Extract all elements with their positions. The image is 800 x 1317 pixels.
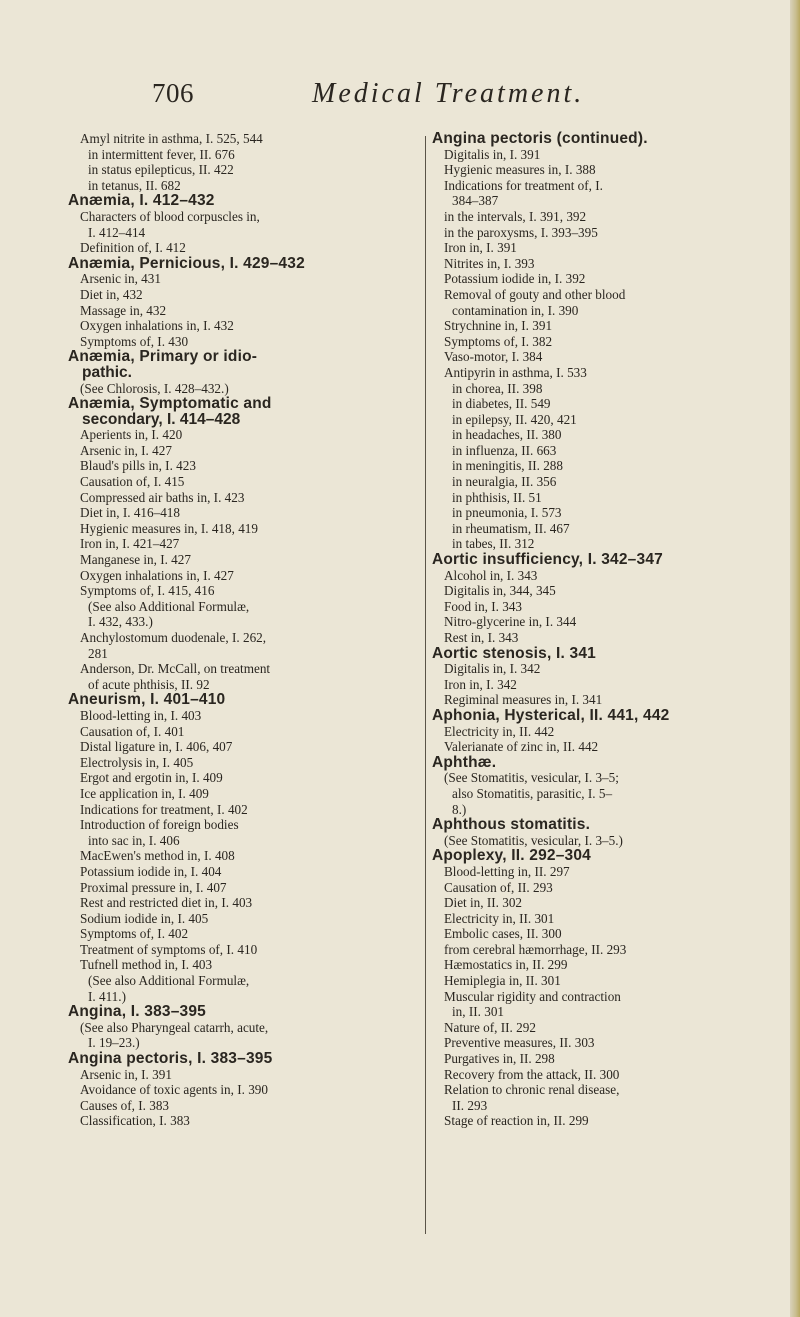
index-entry: (See Stomatitis, vesicular, I. 3–5; xyxy=(444,770,619,786)
index-heading: pathic. xyxy=(82,363,132,381)
index-entry: Rest in, I. 343 xyxy=(444,630,519,645)
index-entry: Diet in, 432 xyxy=(80,286,143,302)
index-entry: in intermittent fever, II. 676 xyxy=(88,146,235,162)
index-column-right xyxy=(432,131,790,1129)
index-entry: in tabes, II. 312 xyxy=(452,536,535,552)
index-entry: in chorea, II. 398 xyxy=(452,380,543,396)
index-entry: Diet in, II. 302 xyxy=(444,895,523,911)
index-heading: Apoplexy, II. 292–304 xyxy=(432,847,591,865)
index-entry: Hygienic measures in, I. 388 xyxy=(444,162,596,178)
index-entry: contamination in, I. 390 xyxy=(452,302,579,318)
index-entry: I. 432, 433.) xyxy=(88,614,153,630)
index-entry: Symptoms of, I. 430 xyxy=(80,333,189,349)
index-entry: in status epilepticus, II. 422 xyxy=(88,162,234,178)
index-entry: also Stomatitis, parasitic, I. 5– xyxy=(452,785,613,801)
index-entry: in phthisis, II. 51 xyxy=(452,489,542,505)
index-entry: Arsenic in, I. 391 xyxy=(80,1066,172,1082)
index-entry: Causation of, I. 415 xyxy=(80,474,185,490)
index-entry: Classification, I. 383 xyxy=(80,1113,190,1129)
index-entry: Aperients in, I. 420 xyxy=(80,427,183,443)
index-entry: Sodium iodide in, I. 405 xyxy=(80,910,209,926)
index-entry: Food in, I. 343 xyxy=(444,598,523,614)
index-entry: Relation to chronic renal disease, xyxy=(444,1082,620,1098)
index-entry: 384–387 xyxy=(452,193,499,209)
index-heading: Anæmia, Symptomatic and xyxy=(68,395,272,413)
index-entry: Iron in, I. 342 xyxy=(444,676,517,692)
index-heading: Aphthæ. xyxy=(432,753,497,771)
index-entry: II. 293 xyxy=(452,1097,488,1113)
index-entry: Ice application in, I. 409 xyxy=(80,785,209,801)
index-entry: Antipyrin in asthma, I. 533 xyxy=(444,364,587,380)
index-entry: Electricity in, II. 301 xyxy=(444,910,555,926)
index-entry: in, II. 301 xyxy=(452,1004,505,1020)
index-entry: Potassium iodide in, I. 392 xyxy=(444,271,586,287)
index-entry: 281 xyxy=(88,645,108,661)
index-entry: Amyl nitrite in asthma, I. 525, 544 xyxy=(80,131,263,146)
index-entry: Regiminal measures in, I. 341 xyxy=(444,692,603,708)
index-entry: (See also Additional Formulæ, xyxy=(88,973,250,989)
index-entry: I. 412–414 xyxy=(88,224,146,240)
index-entry: Nitro-glycerine in, I. 344 xyxy=(444,614,577,630)
index-entry: Indications for treatment of, I. xyxy=(444,177,603,193)
index-entry: Alcohol in, I. 343 xyxy=(444,567,538,583)
index-entry: Electrolysis in, I. 405 xyxy=(80,754,194,770)
index-entry: Definition of, I. 412 xyxy=(80,240,186,256)
index-entry: in the paroxysms, I. 393–395 xyxy=(444,224,598,240)
index-entry: (See Stomatitis, vesicular, I. 3–5.) xyxy=(444,832,623,848)
index-entry: Iron in, I. 421–427 xyxy=(80,536,180,552)
index-entry: in pneumonia, I. 573 xyxy=(452,505,562,521)
index-entry: of acute phthisis, II. 92 xyxy=(88,676,210,692)
index-column-left xyxy=(68,131,423,1129)
index-entry: Digitalis in, 344, 345 xyxy=(444,583,556,599)
page-header xyxy=(0,78,790,122)
index-entry: Iron in, I. 391 xyxy=(444,240,517,256)
index-entry: into sac in, I. 406 xyxy=(88,832,180,848)
index-entry: Oxygen inhalations in, I. 427 xyxy=(80,567,234,583)
index-entry: Embolic cases, II. 300 xyxy=(444,926,562,942)
index-entry: Anchylostomum duodenale, I. 262, xyxy=(80,630,267,645)
index-entry: Distal ligature in, I. 406, 407 xyxy=(80,739,233,755)
index-heading: Anæmia, Pernicious, I. 429–432 xyxy=(68,254,305,272)
index-entry: Removal of gouty and other blood xyxy=(444,286,626,302)
index-entry: Causes of, I. 383 xyxy=(80,1097,170,1113)
index-heading: Anæmia, I. 412–432 xyxy=(68,192,215,210)
index-entry: Hæmostatics in, II. 299 xyxy=(444,957,568,973)
index-entry: in rheumatism, II. 467 xyxy=(452,520,570,536)
index-entry: Arsenic in, 431 xyxy=(80,271,161,287)
index-entry: Compressed air baths in, I. 423 xyxy=(80,489,245,505)
index-heading: secondary, I. 414–428 xyxy=(82,410,241,428)
index-entry: in influenza, II. 663 xyxy=(452,442,557,458)
index-heading: Angina, I. 383–395 xyxy=(68,1003,206,1021)
running-title: Medical Treatment. xyxy=(312,78,585,109)
index-entry: from cerebral hæmorrhage, II. 293 xyxy=(444,941,627,957)
index-entry: Symptoms of, I. 382 xyxy=(444,333,553,349)
index-entry: in the intervals, I. 391, 392 xyxy=(444,208,587,224)
index-entry: in tetanus, II. 682 xyxy=(88,177,181,193)
index-entry: Purgatives in, II. 298 xyxy=(444,1051,555,1067)
index-entry: in diabetes, II. 549 xyxy=(452,396,551,412)
index-entry: Ergot and ergotin in, I. 409 xyxy=(80,770,223,786)
index-entry: Causation of, I. 401 xyxy=(80,723,185,739)
index-entry: in epilepsy, II. 420, 421 xyxy=(452,411,577,427)
index-entry: Strychnine in, I. 391 xyxy=(444,318,553,334)
index-entry: Diet in, I. 416–418 xyxy=(80,505,180,521)
index-entry: Digitalis in, I. 342 xyxy=(444,661,541,677)
index-heading: Aortic stenosis, I. 341 xyxy=(432,644,596,662)
index-entry: Potassium iodide in, I. 404 xyxy=(80,863,222,879)
index-entry: in neuralgia, II. 356 xyxy=(452,474,557,490)
index-entry: Anderson, Dr. McCall, on treatment xyxy=(80,661,271,677)
index-entry: Nature of, II. 292 xyxy=(444,1019,536,1035)
index-entry: MacEwen's method in, I. 408 xyxy=(80,848,235,864)
index-heading: Aphthous stomatitis. xyxy=(432,816,591,834)
index-heading: Aneurism, I. 401–410 xyxy=(68,691,226,709)
index-heading: Aortic insufficiency, I. 342–347 xyxy=(432,551,663,569)
index-heading: Anæmia, Primary or idio- xyxy=(68,348,258,366)
index-entry: Manganese in, I. 427 xyxy=(80,552,191,568)
index-entry: Blood-letting in, II. 297 xyxy=(444,863,570,879)
index-entry: Muscular rigidity and contraction xyxy=(444,988,621,1004)
column-divider xyxy=(425,136,426,1234)
index-entry: Vaso-motor, I. 384 xyxy=(444,349,543,365)
index-entry: Oxygen inhalations in, I. 432 xyxy=(80,318,234,334)
index-entry: (See also Pharyngeal catarrh, acute, xyxy=(80,1019,269,1035)
index-entry: Nitrites in, I. 393 xyxy=(444,255,535,271)
index-entry: 8.) xyxy=(452,801,467,817)
index-entry: Electricity in, II. 442 xyxy=(444,723,555,739)
index-entry: Rest and restricted diet in, I. 403 xyxy=(80,895,253,911)
index-entry: (See Chlorosis, I. 428–432.) xyxy=(80,380,229,396)
index-entry: Preventive measures, II. 303 xyxy=(444,1035,595,1051)
index-entry: Treatment of symptoms of, I. 410 xyxy=(80,941,258,957)
index-entry: Symptoms of, I. 402 xyxy=(80,926,189,942)
index-entry: Proximal pressure in, I. 407 xyxy=(80,879,227,895)
index-entry: Blood-letting in, I. 403 xyxy=(80,707,202,723)
index-entry: I. 411.) xyxy=(88,988,126,1004)
index-entry: Hygienic measures in, I. 418, 419 xyxy=(80,520,258,536)
index-entry: Tufnell method in, I. 403 xyxy=(80,957,213,973)
index-entry: in headaches, II. 380 xyxy=(452,427,562,443)
index-entry: Characters of blood corpuscles in, xyxy=(80,208,260,224)
index-entry: I. 19–23.) xyxy=(88,1035,140,1051)
index-entry: Stage of reaction in, II. 299 xyxy=(444,1113,589,1129)
index-entry: Introduction of foreign bodies xyxy=(80,817,239,833)
index-entry: (See also Additional Formulæ, xyxy=(88,598,250,614)
index-entry: Symptoms of, I. 415, 416 xyxy=(80,583,215,599)
index-entry: Causation of, II. 293 xyxy=(444,879,553,895)
index-heading: Aphonia, Hysterical, II. 441, 442 xyxy=(432,706,670,724)
index-entry: Massage in, 432 xyxy=(80,302,167,318)
index-entry: Recovery from the attack, II. 300 xyxy=(444,1066,620,1082)
index-entry: Avoidance of toxic agents in, I. 390 xyxy=(80,1082,268,1098)
index-entry: Hemiplegia in, II. 301 xyxy=(444,973,561,989)
index-heading: Angina pectoris, I. 383–395 xyxy=(68,1050,273,1068)
page-number: 706 xyxy=(152,78,194,108)
index-entry: Blaud's pills in, I. 423 xyxy=(80,458,196,474)
index-entry: Arsenic in, I. 427 xyxy=(80,442,172,458)
index-entry: Indications for treatment, I. 402 xyxy=(80,801,248,817)
page-edge xyxy=(790,0,800,1317)
index-entry: in meningitis, II. 288 xyxy=(452,458,563,474)
index-entry: Digitalis in, I. 391 xyxy=(444,146,541,162)
index-heading: Angina pectoris (continued). xyxy=(432,130,648,147)
index-entry: Valerianate of zinc in, II. 442 xyxy=(444,739,599,755)
